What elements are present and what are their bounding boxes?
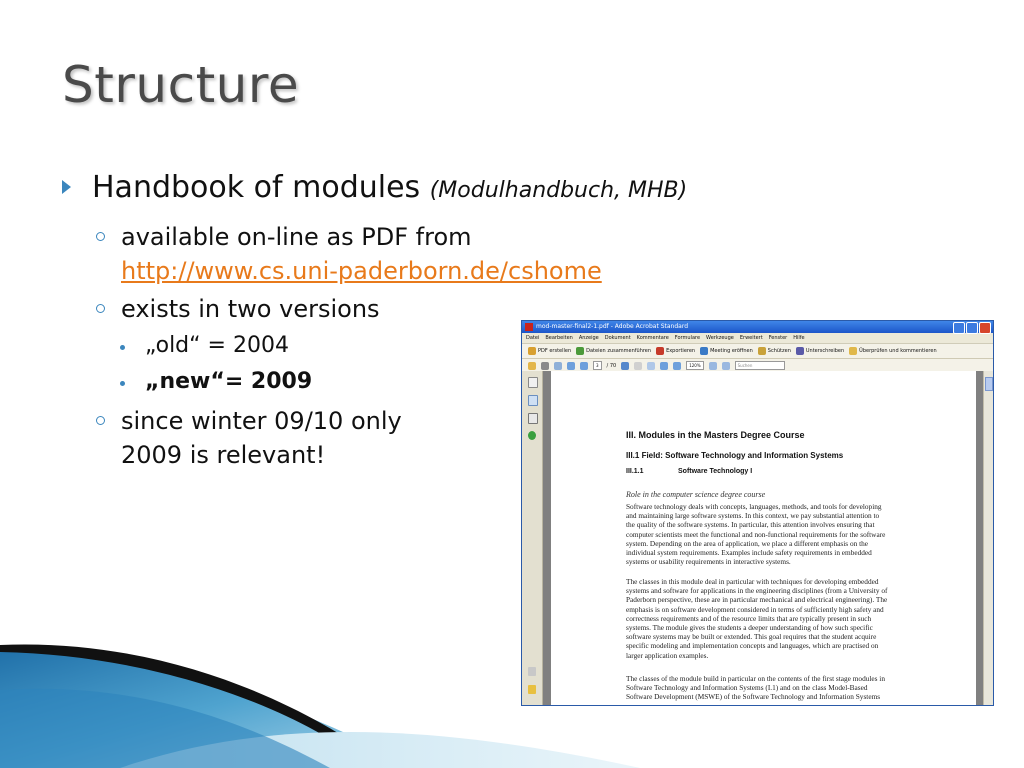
doc-heading-3-number: III.1.1	[626, 468, 644, 475]
bullet-handbook-italic: (Modulhandbuch, MHB)	[429, 178, 688, 203]
bullet-old-text: „old“ = 2004	[145, 333, 289, 358]
ring-bullet-icon	[96, 232, 105, 241]
fit-width-icon[interactable]	[722, 362, 730, 370]
doc-heading-3-title: Software Technology I	[678, 468, 753, 475]
secure-button[interactable]: Schützen	[758, 347, 791, 355]
dot-bullet-icon	[120, 345, 125, 350]
acrobat-title: mod-master-final2-1.pdf - Adobe Acrobat Standard	[536, 323, 689, 330]
export-icon	[656, 347, 664, 355]
open-folder-icon[interactable]	[528, 362, 536, 370]
bullet-since-winter-line1: since winter 09/10 only	[121, 407, 402, 435]
bullet-new-text: „new“= 2009	[145, 369, 313, 394]
comments-panel-icon[interactable]	[528, 685, 536, 694]
zoom-out-icon[interactable]	[660, 362, 668, 370]
acrobat-app-icon	[525, 323, 533, 331]
bullet-available-text: available on-line as PDF from	[121, 223, 472, 251]
page-total: / 70	[606, 362, 617, 369]
attachments-icon[interactable]	[528, 667, 536, 676]
pages-panel-icon[interactable]	[528, 377, 538, 388]
ring-bullet-icon	[96, 304, 105, 313]
bullet-two-versions-text: exists in two versions	[121, 295, 380, 323]
document-area[interactable]	[543, 371, 984, 705]
hand-tool-icon[interactable]	[634, 362, 642, 370]
fit-page-icon[interactable]	[709, 362, 717, 370]
navigation-pane	[522, 371, 543, 705]
scrollbar-thumb[interactable]	[985, 377, 993, 391]
create-pdf-button[interactable]: PDF erstellen	[528, 347, 571, 355]
print-icon[interactable]	[541, 362, 549, 370]
dot-bullet-icon	[120, 381, 125, 386]
prev-page-icon[interactable]	[567, 362, 575, 370]
minimize-icon[interactable]	[953, 322, 965, 334]
meeting-icon	[700, 347, 708, 355]
save-icon[interactable]	[554, 362, 562, 370]
menu-datei[interactable]: Datei	[526, 335, 540, 341]
select-tool-icon[interactable]	[621, 362, 629, 370]
cshome-link[interactable]: http://www.cs.uni-paderborn.de/cshome	[121, 257, 602, 285]
menu-formulare[interactable]: Formulare	[674, 335, 701, 341]
ring-bullet-icon	[96, 416, 105, 425]
search-field[interactable]: Suchen	[735, 361, 785, 370]
lock-icon	[758, 347, 766, 355]
acrobat-task-toolbar	[522, 344, 993, 359]
acrobat-titlebar	[522, 321, 993, 333]
menu-hilfe[interactable]: Hilfe	[793, 335, 805, 341]
next-page-icon[interactable]	[580, 362, 588, 370]
vertical-scrollbar[interactable]	[983, 371, 993, 705]
doc-role-heading: Role in the computer science degree course	[626, 490, 766, 499]
doc-heading-2: III.1 Field: Software Technology and Information Systems	[626, 451, 844, 460]
zoom-in-icon[interactable]	[673, 362, 681, 370]
close-icon[interactable]	[979, 322, 991, 334]
zoom-tool-icon[interactable]	[647, 362, 655, 370]
create-pdf-icon	[528, 347, 536, 355]
arrow-bullet-icon	[62, 180, 71, 194]
doc-heading-1: III. Modules in the Masters Degree Course	[626, 430, 805, 440]
doc-paragraph-3: The classes of the module build in particular on the contents of the first stage modules in Software Technology and Information Systems (I.1) and on the class Model-Based Software Development (MSWE) of the Software Technology and Information Systems	[626, 674, 885, 702]
menu-kommentare[interactable]: Kommentare	[636, 335, 669, 341]
merge-icon	[576, 347, 584, 355]
menu-erweitert[interactable]: Erweitert	[739, 335, 763, 341]
comment-icon	[849, 347, 857, 355]
maximize-icon[interactable]	[966, 322, 978, 334]
bullet-since-winter-line2: 2009 is relevant!	[121, 441, 326, 469]
slide-title: Structure	[62, 56, 300, 114]
menu-fenster[interactable]: Fenster	[768, 335, 788, 341]
signatures-panel-icon[interactable]	[528, 413, 538, 424]
menu-dokument[interactable]: Dokument	[604, 335, 631, 341]
review-comment-button[interactable]: Überprüfen und kommentieren	[849, 347, 936, 355]
merge-files-button[interactable]: Dateien zusammenführen	[576, 347, 651, 355]
menu-anzeige[interactable]: Anzeige	[578, 335, 599, 341]
bullet-handbook-text: Handbook of modules	[92, 170, 421, 205]
export-button[interactable]: Exportieren	[656, 347, 695, 355]
help-panel-icon[interactable]	[528, 431, 536, 440]
zoom-select[interactable]: 120%	[686, 361, 703, 370]
pdf-page	[551, 371, 976, 705]
start-meeting-button[interactable]: Meeting eröffnen	[700, 347, 753, 355]
pen-icon	[796, 347, 804, 355]
doc-paragraph-1: Software technology deals with concepts, languages, methods, and tools for developing and maintaining large software systems. In this context, we pay substantial attention to the quality of the software systems. In particular, this attention involves ensuring that computer scientists meet the functional and non-functional requirements for the software system. Depending on the area of application, we place a different emphasis on the individual system requirements. Examples include safety requirements in embedded systems or usability requirements in interactive systems.	[626, 502, 886, 567]
bookmarks-panel-icon[interactable]	[528, 395, 538, 406]
acrobat-window	[521, 320, 994, 706]
acrobat-menubar	[522, 333, 993, 344]
menu-werkzeuge[interactable]: Werkzeuge	[706, 335, 734, 341]
sign-button[interactable]: Unterschreiben	[796, 347, 844, 355]
page-number-field[interactable]: 3	[593, 361, 602, 370]
menu-bearbeiten[interactable]: Bearbeiten	[545, 335, 573, 341]
doc-paragraph-2: The classes in this module deal in particular with techniques for developing embedded systems and software for applications in the engineering disciplines (from a University of Paderborn perspective, these are in particular mechanical and electrical engineering). The emphasis is on software development considered in terms of sufficiently high safety and correctness requirements and of the resource limits that are typically present in such systems. The module gives the students a deeper understanding of how such specific software systems may be built or extended. This goal requires that the student acquire specific modeling and implementation concepts and languages, which are practised on larger application examples.	[626, 577, 888, 660]
